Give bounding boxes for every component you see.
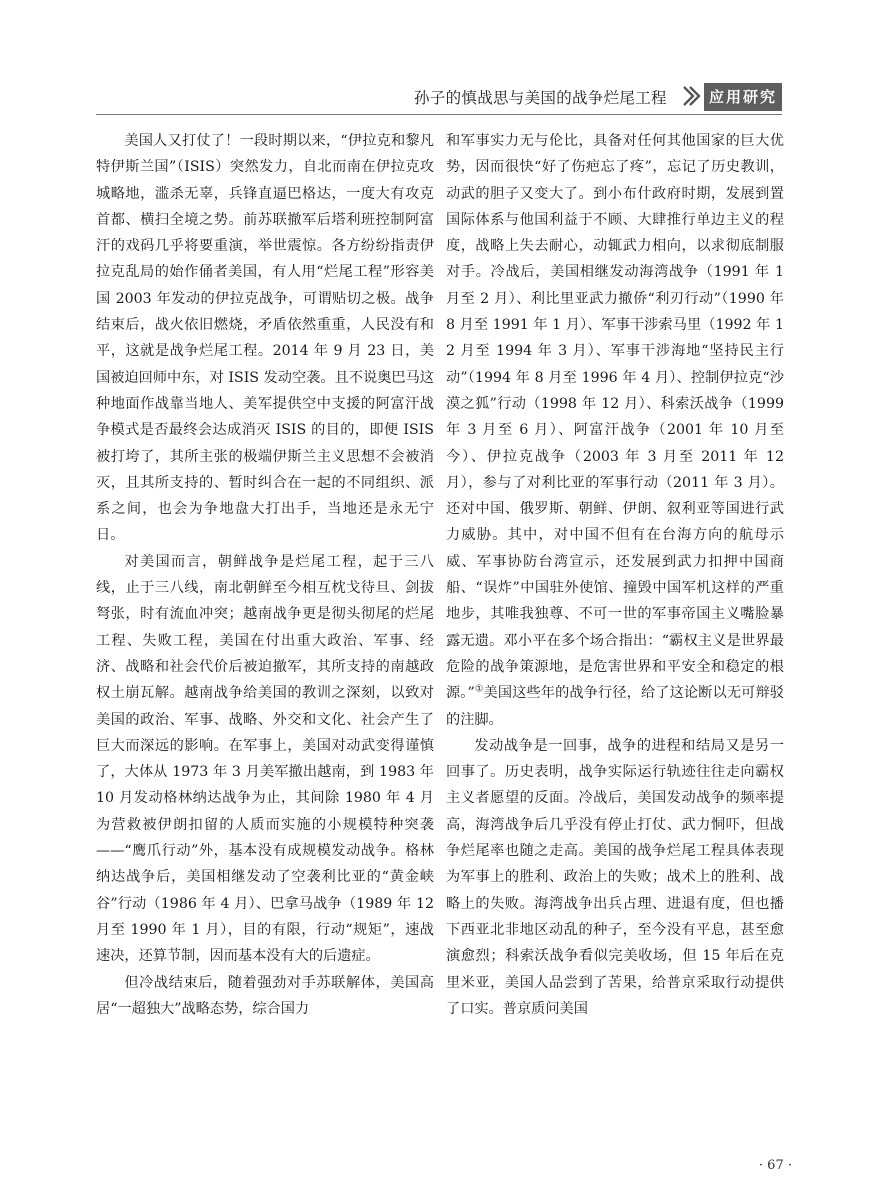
paragraph: 发动战争是一回事，战争的进程和结局又是另一回事了。历史表明，战争实际运行轨迹往往走向霸权主义者愿望的反面。冷战后，美国发动战争的频率提高，海湾战争后几乎没有停止打仗、武力恫吓，但战争烂尾率也随之走高。美国的战争烂尾工程具体表现为军事上的胜利、政治上的失败；战术上的胜利、战略上的失败。海湾战争出兵占理、进退有度，但也播下西亚北非地区动乱的种子，至今没有平息，甚至愈演愈烈；科索沃战争看似完美收场，但 15 年后在克里米亚，美国人品尝到了苦果，给普京采取行动提供了口实。普京质问美国 (446, 737, 784, 1017)
footnote-marker: ① (474, 683, 484, 695)
section-label: 应用研究 (704, 83, 782, 111)
paragraph: 美国人又打仗了！一段时期以来，“伊拉克和黎凡特伊斯兰国”（ISIS）突然发力，自北而南在伊拉克攻城略地，滥杀无辜，兵锋直逼巴格达，一度大有攻克首都、横扫全境之势。前苏联撤军后塔利班控制阿富汗的戏码几乎将要重演，举世震惊。各方纷纷指责伊拉克乱局的始作俑者美国，有人用“烂尾工程”形容美国 2003 年发动的伊拉克战争，可谓贴切之极。战争结束后，战火依旧燃烧，矛盾依然重重，人民没有和平，这就是战争烂尾工程。2014 年 9 月 23 日，美国被迫回师中东，对 ISIS 发动空袭。且不说奥巴马这种地面作战靠当地人、美军提供空中支援的阿富汗战争模式是否最终会达成消灭 ISIS 的目的，即便 ISIS 被打垮了，其所主张的极端伊斯兰主义思想不会被消灭，且其所支持的、暂时纠合在一起的不同组织、派系之间，也会为争地盘大打出手，当地还是永无宁日。 (96, 133, 434, 544)
running-header-title: 孙子的慎战思与美国的战争烂尾工程 (414, 89, 667, 107)
paragraph: 但冷战结束后，随着强劲对手苏联解体，美国高居“一超独大”战略态势，综合国力 (96, 974, 434, 1017)
running-header (0, 80, 890, 114)
chevron-right-icon (680, 85, 702, 107)
left-column (96, 128, 434, 1022)
paragraph-text: 和军事实力无与伦比，具备对任何其他国家的巨大优势，因而很快“好了伤疤忘了疼”，忘记了历史教训，动武的胆子又变大了。到小布什政府时期，发展到置国际体系与他国利益于不顾、大肆推行单边主义的程度，战略上失去耐心，动辄武力相向，以求彻底制服对手。冷战后，美国相继发动海湾战争（1991 年 1 月至 2 月）、利比里亚武力撤侨“利刃行动”（1990 年 8 月至 1991 年 1 月）、军事干涉索马里（1992 年 12 月至 1994 年 3 月）、军事干涉海地“坚持民主行动”（1994 年 8 月至 1996 年 4 月）、控制伊拉克“沙漠之狐”行动（1998 年 12 月）、科索沃战争（1999 年 3 月至 6 月）、阿富汗战争（2001 年 10 月至今）、伊拉克战争（2003 年 3 月至 2011 年 12 月），参与了对利比亚的军事行动（2011 年 3 月）。还对中国、俄罗斯、朝鲜、伊朗、叙利亚等国进行武力威胁。其中，对中国不但有在台海方向的航母示威、军事协防台湾宣示，还发展到武力扣押中国商船、“误炸”中国驻外使馆、撞毁中国军机这样的严重地步，其唯我独尊、不可一世的军事帝国主义嘴脸暴露无遗。邓小平在多个场合指出：“霸权主义是世界最危险的战争策源地，是危害世界和平安全和稳定的根源。” (446, 133, 784, 702)
paragraph: 对美国而言，朝鲜战争是烂尾工程，起于三八线，止于三八线，南北朝鲜至今相互枕戈待旦、剑拔弩张，时有流血冲突；越南战争更是彻头彻尾的烂尾工程、失败工程，美国在付出重大政治、军事、经济、战略和社会代价后被迫撤军，其所支持的南越政权土崩瓦解。越南战争给美国的教训之深刻，以致对美国的政治、军事、战略、外交和文化、社会产生了巨大而深远的影响。在军事上，美国对动武变得谨慎了，大体从 1973 年 3 月美军撤出越南，到 1983 年 10 月发动格林纳达战争为止，其间除 1980 年 4 月为营救被伊朗扣留的人质而实施的小规模特种突袭——“鹰爪行动”外，基本没有成规模发动战争。格林纳达战争后，美国相继发动了空袭利比亚的“黄金峡谷”行动（1986 年 4 月）、巴拿马战争（1989 年 12 月至 1990 年 1 月），目的有限，行动“规矩”，速战速决，还算节制，因而基本没有大的后遗症。 (96, 553, 434, 965)
paragraph-continued (446, 128, 784, 733)
paragraph-text-tail: 美国这些年的战争行径，给了这论断以无可辩驳的注脚。 (446, 685, 784, 728)
page-number: · 67 · (758, 1158, 792, 1173)
header-divider (96, 114, 782, 115)
right-column (446, 128, 784, 1022)
